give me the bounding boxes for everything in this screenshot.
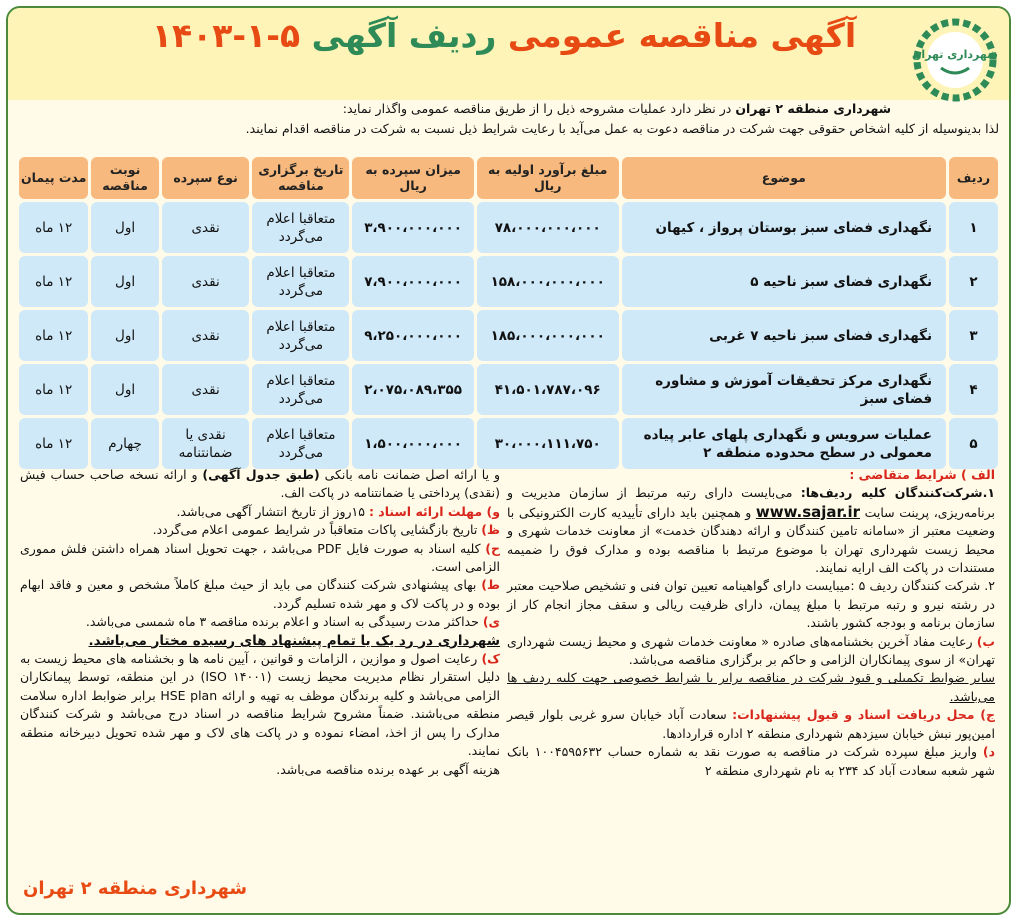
condition-review: ی) حداکثر مدت رسیدگی به اسناد و اعلام برنده مناقصه ۳ ماه شمسی می‌باشد. <box>85 614 500 630</box>
intro-line2: لذا بدینوسیله از کلیه اشخاص حقوقی جهت شرکت در مناقصه دعوت به عمل می‌آید با رعایت شرایط ذیل نسبت به شرکت در مناقصه اقدام نمایند. <box>245 121 999 136</box>
condition-a-title: الف ) شرایط متقاضی : <box>849 467 995 482</box>
cell-date: متعاقبا اعلام می‌گردد <box>252 418 349 469</box>
cell-subject: عملیات سرویس و نگهداری پلهای عابر پیاده معمولی در سطح محدوده منطقه ۲ <box>622 418 946 469</box>
table-row <box>19 310 998 361</box>
condition-guarantee: و یا ارائه اصل ضمانت نامه بانکی (طبق جدول آگهی) و ارائه نسخه صاحب حساب فیش (نقدی) پرداختی یا ضمانتنامه در پاکت الف. <box>20 467 500 501</box>
cell-deposit: ۲،۰۷۵،۰۸۹،۳۵۵ <box>352 364 473 415</box>
notice-frame <box>6 6 1011 915</box>
cell-date: متعاقبا اعلام می‌گردد <box>252 202 349 253</box>
cell-duration: ۱۲ ماه <box>19 364 88 415</box>
logo-text: شهرداری تهران <box>912 48 998 61</box>
cell-round: اول <box>91 310 158 361</box>
table-row <box>19 418 998 469</box>
th-estimate: مبلغ برآورد اولیه به ریال <box>477 157 619 199</box>
title-code: ۵-۱-۱۴۰۳ <box>151 16 301 55</box>
cell-estimate: ۴۱،۵۰۱،۷۸۷،۰۹۶ <box>477 364 619 415</box>
condition-deadline: و) مهلت ارائه اسناد : ۱۵روز از تاریخ انتشار آگهی می‌باشد. <box>176 503 500 519</box>
title-part2: ردیف آگهی <box>311 16 497 55</box>
cell-idx: ۲ <box>949 256 998 307</box>
condition-environment: ک) رعایت اصول و موازین ، الزامات و قوانین ، آیین نامه ها و بخشنامه های محیط زیست به دلیل استقرار نظام مدیریت محیط زیست (ISO ۱۴۰۰۱) در این منطقه، توسط پیمانکاران الزامی می‌باشد و کلیه برندگان موظف به تهیه و ارائه HSE plan برابر ضوابط اداره سلامت منطقه می‌باشند. ضمناً مشروح شرایط مناقصه در اسناد درج می‌باشد و شرکت کنندگان مدارک را پس از اخذ، امضاء نموده و در پاکت های لاک و مهر شده تحویل دبیرخانه منطقه نمایند. <box>20 651 500 759</box>
conditions-section <box>16 466 1001 907</box>
cell-date: متعاقبا اعلام می‌گردد <box>252 256 349 307</box>
condition-b: ب) رعایت مفاد آخرین بخشنامه‌های صادره « معاونت خدمات شهری و محیط زیست شهرداری تهران» از سوی پیمانکاران الزامی و حاکم بر برگزاری مناقصه می‌باشد. <box>507 633 995 668</box>
cell-subject: نگهداری فضای سبز ناحیه ۵ <box>622 256 946 307</box>
condition-a2: ۲. شرکت کنندگان ردیف ۵ :میبایست دارای گواهینامه تعیین توان فنی و تشخیص صلاحیت معتبر در رشته نیرو و رتبه مرتبط با مبلغ پیمان، دارای ظرفیت ریالی و سقف مجاز انجام کار از سازمان برنامه و بودجه کشور باشند. <box>507 578 995 631</box>
condition-b-note: سایر ضوابط تکمیلی و قیود شرکت در مناقصه برابر با شرایط خصوصی جهت کلیه ردیف ها می‌باشد. <box>507 670 995 704</box>
condition-pdf: ح) کلیه اسناد به صورت فایل PDF می‌باشد ، جهت تحویل اسناد همراه داشتن فلش مموری الزامی است. <box>20 540 500 575</box>
intro-line1 <box>11 100 891 118</box>
cell-deposit: ۷،۹۰۰،۰۰۰،۰۰۰ <box>352 256 473 307</box>
cell-duration: ۱۲ ماه <box>19 256 88 307</box>
conditions-right-column <box>507 466 995 780</box>
cell-round: اول <box>91 202 158 253</box>
cell-date: متعاقبا اعلام می‌گردد <box>252 364 349 415</box>
cell-estimate: ۷۸،۰۰۰،۰۰۰،۰۰۰ <box>477 202 619 253</box>
th-round: نوبت مناقصه <box>91 157 158 199</box>
cell-deposit-type: نقدی <box>162 310 250 361</box>
th-subject: موضوع <box>622 157 946 199</box>
cell-estimate: ۳۰،۰۰۰،۱۱۱،۷۵۰ <box>477 418 619 469</box>
condition-c: ج) محل دریافت اسناد و قبول پیشنهادات: سعادت آباد خیابان سرو غربی بلوار قیصر امین‌پور نبش خیابان سیزدهم شهرداری منطقه ۲ اداره قراردادها. <box>507 707 995 741</box>
table-header-row <box>19 157 998 199</box>
cell-idx: ۳ <box>949 310 998 361</box>
page-title <box>149 16 859 55</box>
cell-deposit: ۱،۵۰۰،۰۰۰،۰۰۰ <box>352 418 473 469</box>
footer-signature: شهرداری منطقه ۲ تهران <box>23 878 248 899</box>
cell-subject: نگهداری فضای سبز ناحیه ۷ غربی <box>622 310 946 361</box>
intro-municipality: شهرداری منطقه ۲ تهران <box>735 101 891 116</box>
cell-estimate: ۱۵۸،۰۰۰،۰۰۰،۰۰۰ <box>477 256 619 307</box>
tender-table <box>16 154 1001 472</box>
condition-cost: هزینه آگهی بر عهده برنده مناقصه می‌باشد. <box>276 761 500 777</box>
cell-duration: ۱۲ ماه <box>19 418 88 469</box>
condition-price: ط) بهای پیشنهادی شرکت کنندگان می باید از حیث مبلغ کاملاً مشخص و معین و فاقد ابهام بوده و در پاکت لاک و مهر شده تسلیم گردد. <box>20 577 500 611</box>
cell-estimate: ۱۸۵،۰۰۰،۰۰۰،۰۰۰ <box>477 310 619 361</box>
cell-deposit-type: نقدی <box>162 202 250 253</box>
condition-reject: شهرداری در رد یک یا تمام پیشنهاد های رسیده مختار می‌باشد. <box>88 632 500 649</box>
th-idx: ردیف <box>949 157 998 199</box>
th-date: تاریخ برگزاری مناقصه <box>252 157 349 199</box>
conditions-left-column <box>20 466 500 779</box>
title-part1: آگهی مناقصه عمومی <box>507 16 857 55</box>
cell-round: چهارم <box>91 418 158 469</box>
th-deposit-type: نوع سپرده <box>162 157 250 199</box>
table-row <box>19 364 998 415</box>
th-deposit: میزان سپرده به ریال <box>352 157 473 199</box>
table-row <box>19 202 998 253</box>
cell-deposit-type: نقدی <box>162 364 250 415</box>
cell-round: اول <box>91 364 158 415</box>
condition-a1: ۱.شرکت‌کنندگان کلیه ردیف‌ها: می‌بایست دارای رتبه مرتبط از سازمان مدیریت و برنامه‌ریزی، پرینت سایت www.sajar.ir و همچنین باید دارای تأییدیه کارت الکترونیکی با وضعیت معتبر از «سامانه تامین کنندگان و ارائه دهندگان خدمت» از معاونت خدمات شهری و محیط زیست شهرداری تهران با موضوع مرتبط با مناقصه بوده و مدارک فوق را ضمیمه مستندات در پاکت الف ارایه نمایند. <box>507 485 995 576</box>
cell-date: متعاقبا اعلام می‌گردد <box>252 310 349 361</box>
intro-line1-text: در نظر دارد عملیات مشروحه ذیل را از طریق مناقصه عمومی واگذار نماید: <box>342 101 732 116</box>
cell-idx: ۵ <box>949 418 998 469</box>
tehran-municipality-logo-icon <box>911 16 999 104</box>
cell-idx: ۴ <box>949 364 998 415</box>
cell-deposit-type: نقدی یا ضمانتنامه <box>162 418 250 469</box>
cell-deposit: ۳،۹۰۰،۰۰۰،۰۰۰ <box>352 202 473 253</box>
cell-idx: ۱ <box>949 202 998 253</box>
table-row <box>19 256 998 307</box>
th-duration: مدت پیمان <box>19 157 88 199</box>
sajar-link[interactable]: www.sajar.ir <box>755 502 861 521</box>
cell-duration: ۱۲ ماه <box>19 310 88 361</box>
cell-deposit: ۹،۲۵۰،۰۰۰،۰۰۰ <box>352 310 473 361</box>
cell-deposit-type: نقدی <box>162 256 250 307</box>
condition-d: د) واریز مبلغ سپرده شرکت در مناقصه به صورت نقد به شماره حساب ۱۰۰۴۵۹۵۶۳۲ بانک شهر شعبه سعادت آباد کد ۲۳۴ به نام شهرداری منطقه ۲ <box>507 744 996 778</box>
cell-round: اول <box>91 256 158 307</box>
cell-subject: نگهداری مرکز تحقیقات آموزش و مشاوره فضای سبز <box>622 364 946 415</box>
condition-opening: ظ) تاریخ بازگشایی پاکات متعاقباً در شرایط عمومی اعلام می‌گردد. <box>152 522 500 538</box>
cell-duration: ۱۲ ماه <box>19 202 88 253</box>
cell-subject: نگهداری فضای سبز بوستان پرواز ، کیهان <box>622 202 946 253</box>
